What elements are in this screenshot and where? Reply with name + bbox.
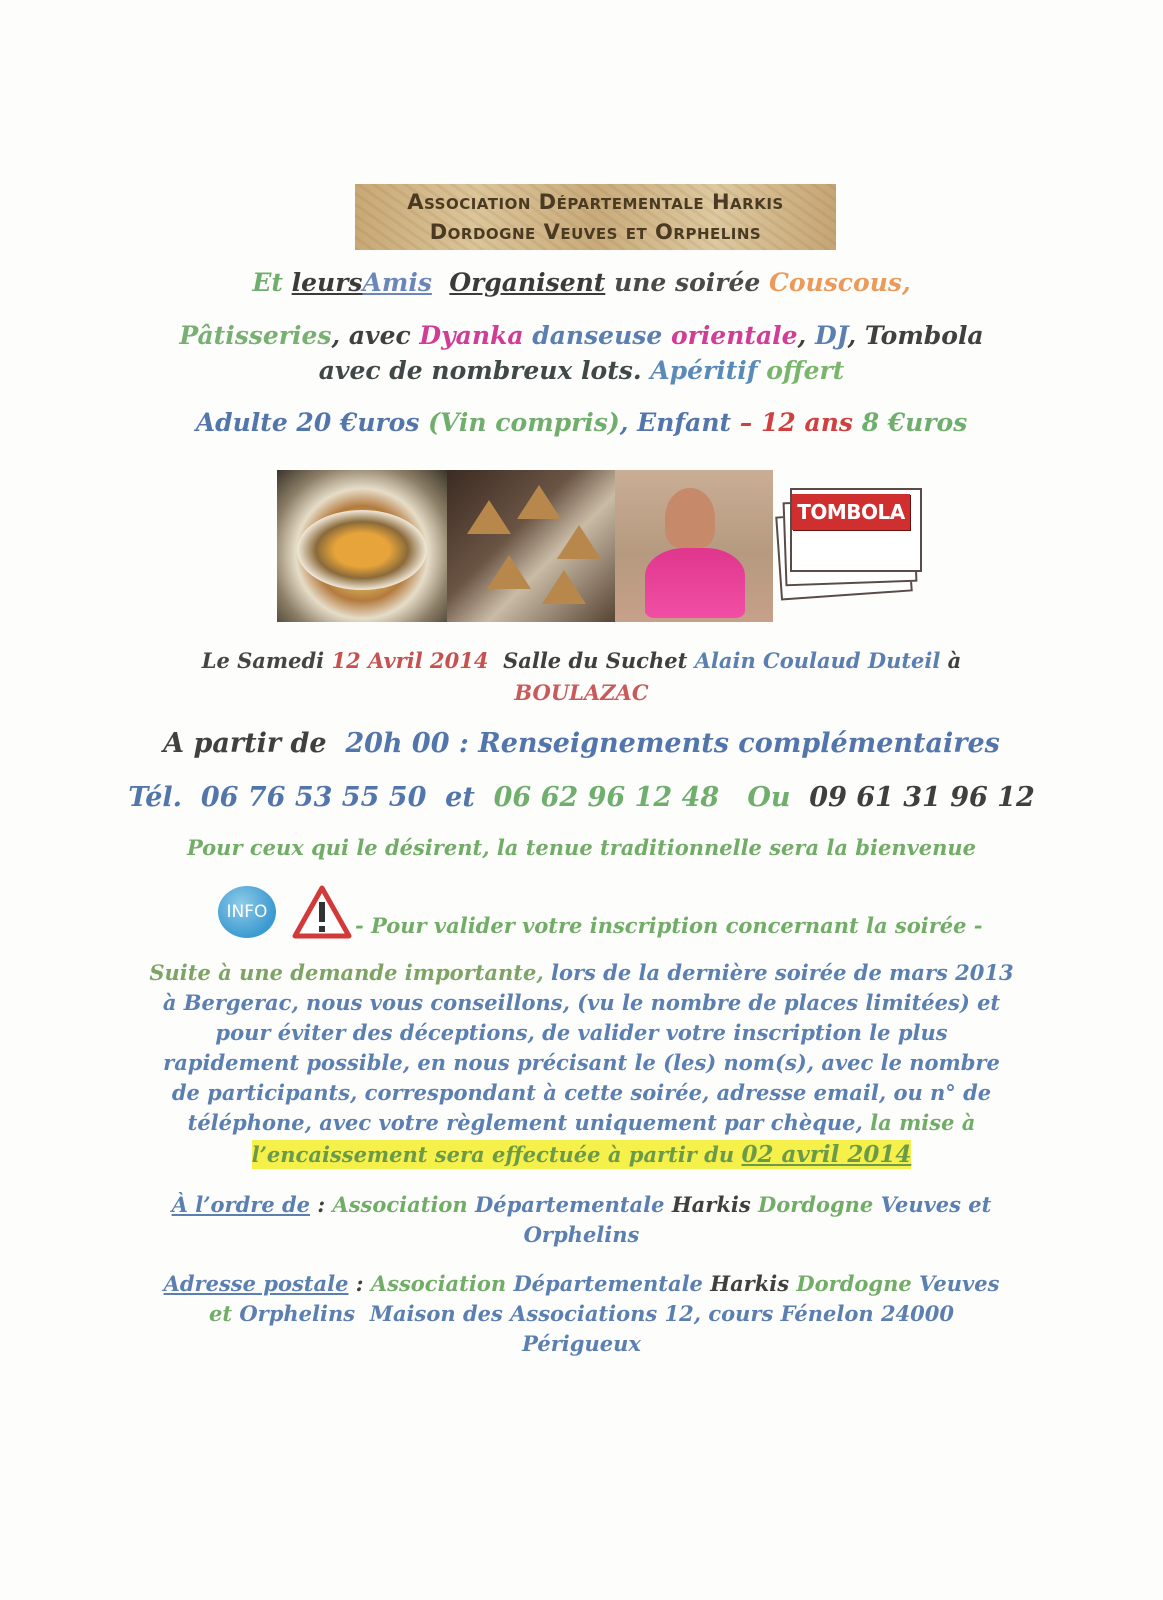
price-enfant-amount: 8 €uros <box>861 408 968 437</box>
warning-icon <box>291 884 353 940</box>
ordre-w1: Association <box>332 1192 468 1217</box>
price-vin: (Vin compris) <box>428 408 620 437</box>
intro-avec: , avec <box>331 321 411 350</box>
event-time-line <box>0 728 1163 759</box>
body-line-1b: lors de la dernière soirée de mars 2013 <box>551 960 1014 985</box>
adresse-line-1 <box>0 1271 1163 1296</box>
event-date-line <box>0 648 1163 673</box>
phone-et: et <box>445 782 475 813</box>
phone-2: 06 62 96 12 48 <box>493 782 720 813</box>
adresse-line-3: Périgueux <box>522 1331 641 1356</box>
body-line-6b: la mise à <box>870 1110 976 1135</box>
adresse-l2a: et <box>208 1301 233 1326</box>
adresse-l2c: Maison des Associations 12, cours Fénelon 24000 <box>369 1301 955 1326</box>
info-heading: - Pour valider votre inscription concernant la soirée - <box>355 913 983 938</box>
dancer-photo <box>615 470 773 622</box>
price-dash: – <box>739 408 753 437</box>
ordre-w3: Harkis <box>671 1192 751 1217</box>
intro-line-3 <box>0 356 1163 385</box>
intro-line-2: Pâtisseries, avec Dyanka danseuse orientale, DJ, Tombola <box>179 321 984 350</box>
event-a-partir: A partir de <box>163 728 327 759</box>
intro-dj: DJ <box>814 321 848 350</box>
event-salle: Salle du Suchet <box>503 648 688 673</box>
adresse-w4: Dordogne <box>796 1271 912 1296</box>
adresse-line-2 <box>0 1301 1163 1326</box>
phone-1: 06 76 53 55 50 <box>200 782 427 813</box>
price-line: Adulte 20 €uros (Vin compris), Enfant – 12 ans 8 €uros <box>195 408 968 437</box>
intro-organisent: Organisent <box>449 268 606 297</box>
body-line-2: à Bergerac, nous vous conseillons, (vu le nombre de places limitées) et <box>162 990 1001 1015</box>
intro-offert: offert <box>766 356 845 385</box>
intro-tombola: Tombola <box>864 321 984 350</box>
ordre-colon: : <box>310 1192 333 1217</box>
price-age: 12 ans <box>761 408 853 437</box>
banner-line-2: Dordogne Veuves et Orphelins <box>429 220 762 244</box>
body-line-7-date: 02 avril 2014 <box>741 1141 912 1168</box>
event-time: 20h 00 : Renseignements complémentaires <box>345 728 1000 759</box>
intro-et: Et <box>252 268 283 297</box>
intro-line-1 <box>0 268 1163 297</box>
body-line-4: rapidement possible, en nous précisant le (les) nom(s), avec le nombre <box>163 1050 1000 1075</box>
event-person: Alain Coulaud Duteil <box>694 648 941 673</box>
intro-lots: avec de nombreux lots. <box>318 356 642 385</box>
body-line-7 <box>0 1141 1163 1168</box>
body-line-3: pour éviter des déceptions, de valider votre inscription le plus <box>215 1020 948 1045</box>
intro-danseuse: danseuse <box>532 321 663 350</box>
body-line-6 <box>0 1110 1163 1135</box>
photo-strip <box>277 470 773 622</box>
ordre-w4: Dordogne <box>758 1192 874 1217</box>
intro-leurs: leurs <box>291 268 363 297</box>
banner-line-1: Association Départementale Harkis <box>407 190 784 214</box>
body-line-1 <box>0 960 1163 985</box>
intro-amis: Amis <box>362 268 432 297</box>
highlighted-encaissement <box>252 1140 912 1169</box>
adresse-w1: Association <box>370 1271 507 1296</box>
ordre-label: À l’ordre de <box>171 1192 311 1217</box>
phone-line <box>0 782 1163 813</box>
phone-ou: Ou <box>747 782 791 813</box>
event-city: BOULAZAC <box>514 680 649 705</box>
body-line-5: de participants, correspondant à cette soirée, adresse email, ou n° de <box>171 1080 992 1105</box>
ordre-w5: Veuves et <box>880 1192 992 1217</box>
tombola-label: TOMBOLA <box>792 494 910 530</box>
intro-une-soiree: une soirée <box>614 268 761 297</box>
event-le-samedi: Le Samedi <box>201 648 325 673</box>
adresse-w3: Harkis <box>710 1271 790 1296</box>
intro-aperitif: Apéritif <box>650 356 758 385</box>
adresse-label: Adresse postale <box>163 1271 349 1296</box>
body-line-1a: Suite à une demande importante, <box>149 960 544 985</box>
adresse-w2: Départementale <box>513 1271 703 1296</box>
price-enfant: Enfant <box>637 408 732 437</box>
adresse-colon: : <box>348 1271 371 1296</box>
event-date: 12 Avril 2014 <box>331 648 489 673</box>
body-line-6a: téléphone, avec votre règlement uniquement par chèque, <box>187 1110 863 1135</box>
adresse-l2b: Orphelins <box>239 1301 356 1326</box>
intro-patisseries: Pâtisseries <box>179 321 332 350</box>
pastries-photo <box>447 470 615 622</box>
ordre-line-1 <box>0 1192 1163 1217</box>
intro-dyanka: Dyanka <box>419 321 524 350</box>
body-line-7-text: l’encaissement sera effectuée à partir du <box>251 1142 735 1167</box>
intro-orientale: orientale <box>670 321 798 350</box>
header-banner <box>355 184 836 250</box>
ordre-line-2: Orphelins <box>523 1222 640 1247</box>
adresse-w5: Veuves <box>919 1271 1000 1296</box>
phone-label: Tél. <box>128 782 183 813</box>
ordre-w2: Départementale <box>475 1192 665 1217</box>
intro-couscous: Couscous, <box>768 268 911 297</box>
price-adulte: Adulte 20 €uros <box>195 408 420 437</box>
info-icon: INFO <box>218 886 276 938</box>
event-a: à <box>947 648 962 673</box>
phone-3: 09 61 31 96 12 <box>809 782 1035 813</box>
dress-code: Pour ceux qui le désirent, la tenue traditionnelle sera la bienvenue <box>186 835 977 860</box>
tombola-tickets-graphic <box>778 482 928 602</box>
couscous-photo <box>277 470 447 622</box>
